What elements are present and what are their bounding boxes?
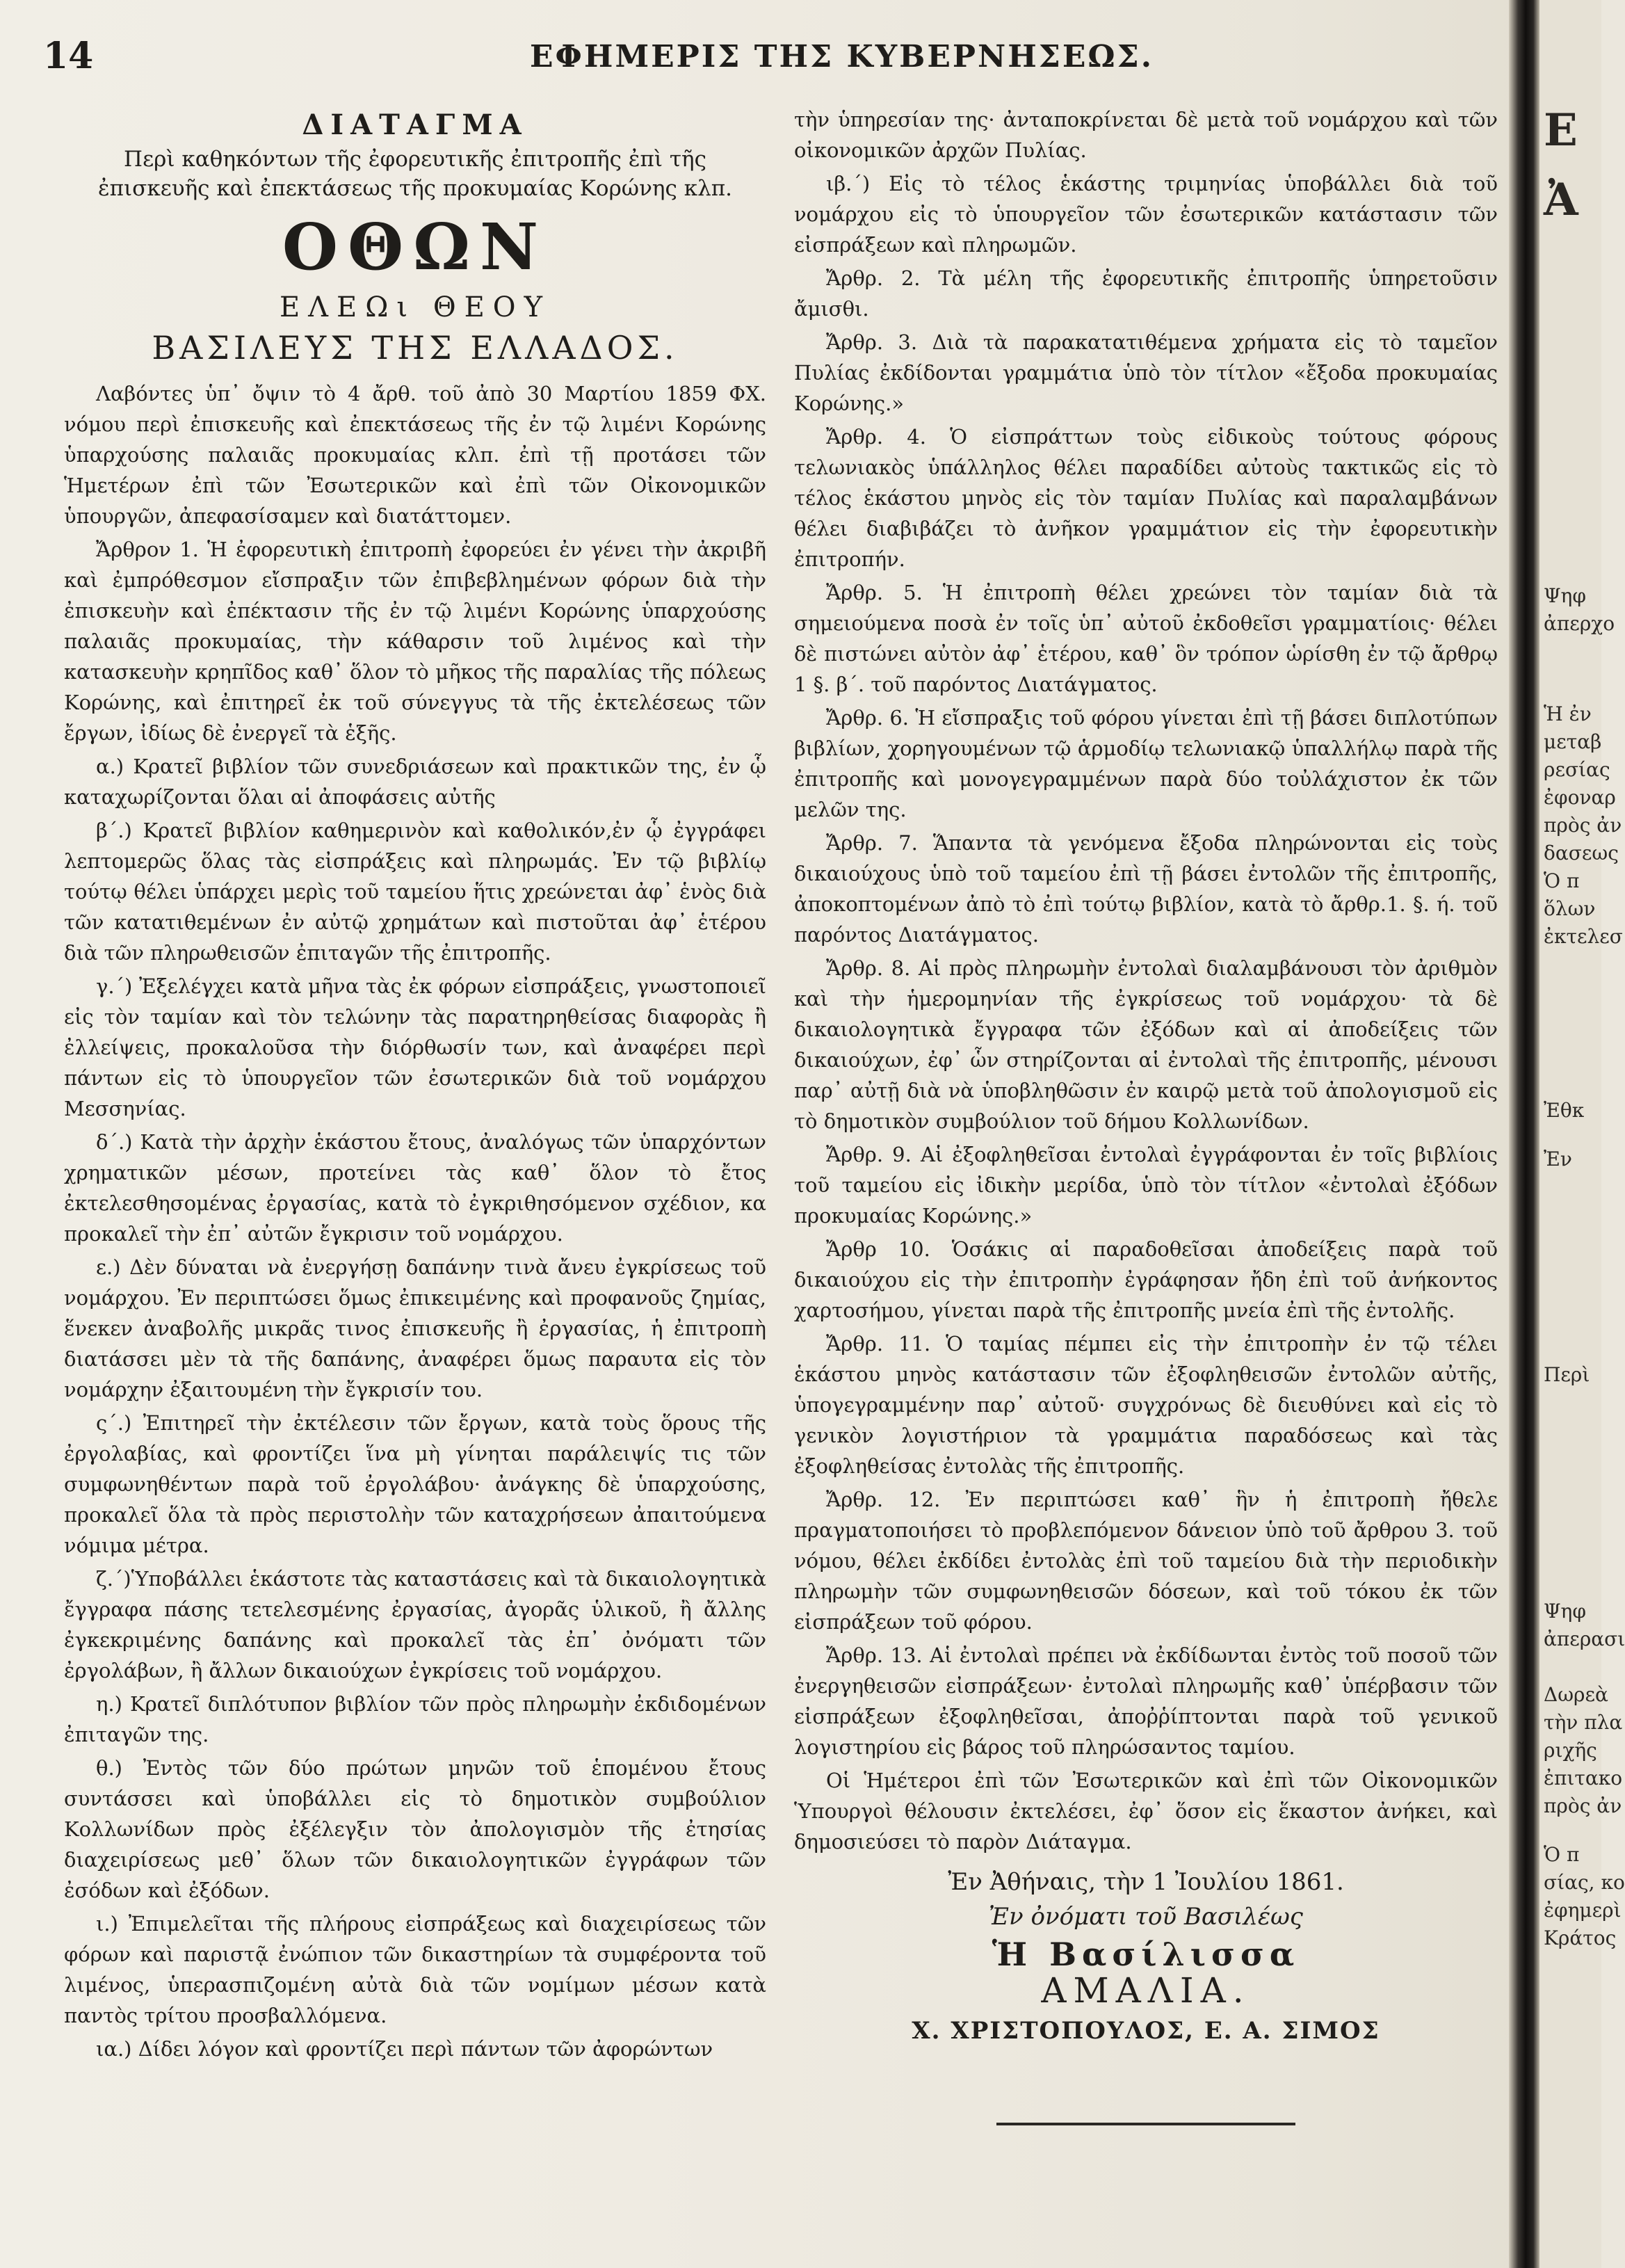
clause-item: ια.) Δίδει λόγον καὶ φροντίζει περὶ πάντων τῶν ἀφορώντων xyxy=(96,2037,713,2061)
next-page-fragment: Ἡ ἐν xyxy=(1544,702,1592,725)
execution-clause: Οἱ Ἡμέτεροι ἐπὶ τῶν Ἐσωτερικῶν καὶ ἐπὶ τῶν Οἰκονομικῶν Ὑπουργοὶ θέλουσιν ἐκτελέσει, ἐφ᾿ ὅσον εἰς ἕκαστον ἀνήκει, καὶ δημοσιεύσει τὸ παρὸν Διάταγμα. xyxy=(794,1769,1498,1853)
next-page-fragment: Κράτος xyxy=(1544,1927,1617,1949)
article-6: Ἄρθρ. 6. Ἡ εἴσπραξις τοῦ φόρου γίνεται ἐπὶ τῇ βάσει διπλοτύπων βιβλίων, χορηγουμένων τῷ ἁρμοδίῳ τελωνιακῷ ὑπαλλήλῳ παρὰ τῆς ἐπιτροπῆς καὶ μονογεγραμμένων παρὰ δύο τοὐλάχιστον ἐκ τῶν μελῶν της. xyxy=(794,706,1498,821)
next-page-fragment: ρεσίας xyxy=(1544,758,1610,781)
clause-item: θ.) Ἐντὸς τῶν δύο πρώτων μηνῶν τοῦ ἑπομένου ἔτους συντάσσει καὶ ὑποβάλλει εἰς τὸ δημοτικὸν συμβούλιον Κολλωνίδων πρὸς ἐξέλεγξιν τὸν ἀπολογισμὸν τῆς ἐτησίας διαχειρίσεως μεθ᾿ ὅλων τῶν δικαιολογητικῶν ἐγγράφων τῶν ἐσόδων καὶ ἐξόδων. xyxy=(64,1756,766,1902)
next-page-fragment: πρὸς ἀν xyxy=(1544,814,1622,837)
ministers-signatures: Χ. ΧΡΙΣΤΟΠΟΥΛΟΣ, Ε. Α. ΣΙΜΟΣ xyxy=(912,2017,1380,2045)
next-page-fragment: σίας, κο xyxy=(1544,1871,1625,1894)
next-page-fragment: ριχῆς xyxy=(1544,1739,1597,1762)
next-page-fragment: Ὁ π xyxy=(1544,869,1580,892)
decree-title: ΔΙΑΤΑΓΜΑ xyxy=(302,108,528,141)
end-rule xyxy=(996,2123,1295,2125)
next-page-fragment: Ἐθκ xyxy=(1544,1099,1585,1122)
decree-subtitle: Περὶ καθηκόντων τῆς ἐφορευτικῆς ἐπιτροπῆς ἐπὶ τῆς ἐπισκευῆς καὶ ἐπεκτάσεως τῆς προκυμαίας Κορώνης κλπ. xyxy=(98,147,732,201)
article-3: Ἄρθρ. 3. Διὰ τὰ παρακατατιθέμενα χρήματα εἰς τὸ ταμεῖον Πυλίας ἐκδίδονται γραμμάτια ὑπὸ τὸν τίτλον «ἔξοδα προκυμαίας Κορώνης.» xyxy=(794,330,1498,415)
queen-title: Ἡ Βασίλισσα xyxy=(992,1936,1300,1973)
preamble: Λαβόντες ὑπ᾿ ὄψιν τὸ 4 ἄρθ. τοῦ ἀπὸ 30 Μαρτίου 1859 ΦΧ. νόμου περὶ ἐπισκευῆς καὶ ἐπεκτάσεως τῆς ἐν τῷ λιμένι Κορώνης ὑπαρχούσης παλαιᾶς προκυμαίας κλπ. ἐπὶ τῇ προτάσει τῶν Ἡμετέρων ἐπὶ τῶν Ἐσωτερικῶν καὶ ἐπὶ τῶν Οἰκονομικῶν ὑπουργῶν, ἀπεφασίσαμεν καὶ διατάττομεν. xyxy=(64,382,766,528)
next-page-fragment: τὴν πλα xyxy=(1544,1711,1623,1734)
article-7: Ἄρθρ. 7. Ἅπαντα τὰ γενόμενα ἔξοδα πληρώνονται εἰς τοὺς δικαιούχους ὑπὸ τοῦ ταμείου ἐπὶ τῇ βάσει ἐντολῶν τῆς ἐπιτροπῆς, ἀποκοπτομένων ἀπὸ τὸ ἐπὶ τούτῳ βιβλίον, κατὰ τὸ ἄρθρ.1. §. ή. τοῦ παρόντος Διατάγματος. xyxy=(794,831,1498,947)
by-grace-of-god: ΕΛΕΩι ΘΕΟΥ xyxy=(279,291,551,323)
article-9: Ἄρθρ. 9. Αἱ ἐξοφληθεῖσαι ἐντολαὶ ἐγγράφονται ἐν τοῖς βιβλίοις τοῦ ταμείου εἰς ἰδικὴν μερίδα, ὑπὸ τὸν τίτλον «ἐντολαὶ ἐξόδων προκυμαίας Κορώνης.» xyxy=(794,1143,1498,1228)
article-10: Ἄρθρ 10. Ὁσάκις αἱ παραδοθεῖσαι ἀποδείξεις παρὰ τοῦ δικαιούχου εἰς τὴν ἐπιτροπὴν ἐγράφησαν ἤδη ἐπὶ τοῦ ἀνήκοντος χαρτοσήμου, γίνεται παρὰ τῆς ἐπιτροπῆς μνεία ἐπὶ τῆς ἐντολῆς. xyxy=(794,1237,1498,1322)
next-page-fragment: Περὶ xyxy=(1544,1363,1590,1386)
clause-item: β΄.) Κρατεῖ βιβλίον καθημερινὸν καὶ καθολικόν,ἐν ᾧ ἐγγράφει λεπτομερῶς ὅλας τὰς εἰσπράξεις καὶ πληρωμάς. Ἐν τῷ βιβλίῳ τούτῳ θέλει ὑπάρχει μερὶς τοῦ ταμείου ἥτις χρεώνεται ἀφ᾿ ἑνὸς διὰ τῶν κατατιθεμένων ἐν αὐτῷ χρημάτων καὶ πιστοῦται ἀφ᾿ ἑτέρου διὰ τῶν πληρωθεισῶν ἐπιταγῶν τῆς ἐπιτροπῆς. xyxy=(64,819,766,965)
next-page-fragment: Ψηφ xyxy=(1544,584,1586,607)
next-page-fragment: ἐφημερὶ xyxy=(1544,1899,1622,1922)
next-page-fragment: Ἐν xyxy=(1544,1148,1572,1171)
left-column xyxy=(64,104,766,2067)
queen-name: ΑΜΑΛΙΑ. xyxy=(1041,1970,1251,2011)
article-11: Ἄρθρ. 11. Ὁ ταμίας πέμπει εἰς τὴν ἐπιτροπὴν ἐν τῷ τέλει ἑκάστου μηνὸς κατάστασιν τῶν ἐξοφληθεισῶν ἐντολῶν αὐτῆς, ὑπογεγραμμένην παρ᾿ αὐτοῦ· συγχρόνως δὲ διευθύνει καὶ εἰς τὸ γενικὸν λογιστήριον τὰ γραμμάτια παραδόσεως καὶ τὰς ἐξοφληθείσας ἐντολὰς τῆς ἐπιτροπῆς. xyxy=(794,1332,1498,1478)
next-page-fragment: ἀπερχο xyxy=(1544,612,1615,635)
clause-item: δ΄.) Κατὰ τὴν ἀρχὴν ἑκάστου ἔτους, ἀναλόγως τῶν ὑπαρχόντων χρηματικῶν μέσων, προτείνει τὰς καθ᾿ ὅλον τὸ ἔτος ἐκτελεσθησομένας ἐργασίας, κατὰ τὸ ἐγκριθησόμενον σχέδιον, κα προκαλεῖ τὴν ἐπ᾿ αὐτῶν ἔγκρισιν τοῦ νομάρχου. xyxy=(64,1130,766,1246)
next-page-fragment: δασεως xyxy=(1544,842,1619,864)
article-12: Ἄρθρ. 12. Ἐν περιπτώσει καθ᾿ ἣν ἡ ἐπιτροπὴ ἤθελε πραγματοποιήσει τὸ προβλεπόμενον δάνειον ὑπὸ τοῦ ἄρθρου 3. τοῦ νόμου, θέλει ἐκδίδει ἐντολὰς ἐπὶ τοῦ ταμείου διὰ τὴν περιοδικὴν πληρωμὴν τῶν συμφωνηθεισῶν δόσεων, καὶ τοῦ τόκου ἐκ τῶν εἰσπράξεων τοῦ φόρου. xyxy=(794,1488,1498,1634)
next-page-fragment: πρὸς ἀν xyxy=(1544,1794,1622,1817)
article-8: Ἄρθρ. 8. Αἱ πρὸς πληρωμὴν ἐντολαὶ διαλαμβάνουσι τὸν ἀριθμὸν καὶ τὴν ἡμερομηνίαν τῆς ἐγκρίσεως τοῦ νομάρχου· τὰ δὲ δικαιολογητικὰ ἔγγραφα τῶν ἐξόδων καὶ αἱ ἀποδείξεις τῶν δικαιούχων, ἐφ᾿ ὧν στηρίζονται αἱ ἐντολαὶ τῆς ἐπιτροπῆς, μένουσι παρ᾿ αὐτῇ διὰ νὰ ὑποβληθῶσιν ἐν καιρῷ μετὰ τοῦ ἀπολογισμοῦ εἰς τὸ δημοτικὸν συμβούλιον τοῦ δήμου Κολλωνίδων. xyxy=(794,956,1498,1133)
clause-item: ι.) Ἐπιμελεῖται τῆς πλήρους εἰσπράξεως καὶ διαχειρίσεως τῶν φόρων καὶ παριστᾷ ἐνώπιον τῶν δικαστηρίων τὰ συμφέροντα τοῦ λιμένος, ὑπερασπιζομένη αὐτὰ διὰ τῶν νομίμων μέσων κατὰ παντὸς τρίτου προσβαλλόμενα. xyxy=(64,1912,766,2027)
next-page-fragment: Ψηφ xyxy=(1544,1600,1586,1623)
next-page-fragment: ἐκτελεσ xyxy=(1544,925,1623,948)
article-13: Ἄρθρ. 13. Αἱ ἐντολαὶ πρέπει νὰ ἐκδίδωνται ἐντὸς τοῦ ποσοῦ τῶν ἐνεργηθεισῶν εἰσπράξεων· ἐντολαὶ πληρωμῆς καθ᾿ ὑπέρβασιν τῶν εἰσπράξεων ἐξοφληθεῖσαι, ἀποῤῥίπτονται παρὰ τοῦ γενικοῦ λογιστηρίου εἰς βάρος τοῦ πληρώσαντος ταμίου. xyxy=(794,1643,1498,1759)
article-5: Ἄρθρ. 5. Ἡ ἐπιτροπὴ θέλει χρεώνει τὸν ταμίαν διὰ τὰ σημειούμενα ποσὰ ἐν τοῖς ὑπ᾿ αὐτοῦ ἐκδοθεῖσι γραμματίοις· θέλει δὲ πιστώνει αὐτὸν ἀφ᾿ ἑτέρου, καθ᾿ ὃν τρόπον ὡρίσθη ἐν τῷ ἄρθρῳ 1 §. β΄. τοῦ παρόντος Διατάγματος. xyxy=(794,581,1498,696)
next-page-fragment: ἐπιτακο xyxy=(1544,1767,1623,1790)
article-4: Ἄρθρ. 4. Ὁ εἰσπράττων τοὺς εἰδικοὺς τούτους φόρους τελωνιακὸς ὑπάλληλος θέλει παραδίδει αὐτοὺς τακτικῶς εἰς τὸ τέλος ἑκάστου μηνὸς εἰς τὸν ταμίαν Πυλίας καὶ παραλαμβάνων θέλει διαβιβάζει τὸ ἀνῆκον γραμμάτιον εἰς τὴν ἐφορευτικὴν ἐπιτροπήν. xyxy=(794,425,1498,571)
in-name-of-king: Ἐν ὀνόματι τοῦ Βασιλέως xyxy=(989,1903,1303,1931)
book-gutter xyxy=(1509,0,1539,2268)
clause-item: α.) Κρατεῖ βιβλίον τῶν συνεδριάσεων καὶ πρακτικῶν της, ἐν ᾧ καταχωρίζονται ὅλαι αἱ ἀποφάσεις αὐτῆς xyxy=(64,755,766,809)
next-page-fragment: μεταβ xyxy=(1544,730,1602,753)
page-header xyxy=(43,31,1503,86)
next-page-edge xyxy=(1539,0,1625,2268)
clause-item: γ.΄) Ἐξελέγχει κατὰ μῆνα τὰς ἐκ φόρων εἰσπράξεις, γνωστοποιεῖ εἰς τὸν ταμίαν καὶ τὸν τελώνην τὰς παρατηρηθείσας διαφορὰς ἢ ἐλλείψεις, προκαλοῦσα τὴν διόρθωσίν των, καὶ ἀναφέρει περὶ πάντων εἰς τὸ ὑπουργεῖον τῶν ἐσωτερικῶν διὰ τοῦ νομάρχου Μεσσηνίας. xyxy=(64,974,766,1120)
royal-title: ΒΑΣΙΛΕΥΣ ΤΗΣ ΕΛΛΑΔΟΣ. xyxy=(152,329,679,367)
next-page-fragment: Ὁ π xyxy=(1544,1843,1580,1866)
clause-item: η.) Κρατεῖ διπλότυπον βιβλίον τῶν πρὸς πληρωμὴν ἐκδιδομένων ἐπιταγῶν της. xyxy=(64,1692,766,1746)
running-title: ΕΦΗΜΕΡΙΣ ΤΗΣ ΚΥΒΕΡΝΗΣΕΩΣ. xyxy=(530,39,1154,74)
article-1: Ἄρθρον 1. Ἡ ἐφορευτικὴ ἐπιτροπὴ ἐφορεύει ἐν γένει τὴν ἀκριβῆ καὶ ἐμπρόθεσμον εἴσπραξιν τῶν ἐπιβεβλημένων φόρων διὰ τὴν ἐπισκευὴν καὶ ἐπέκτασιν τῆς ἐν τῷ λιμένι Κορώνης ὑπαρχούσης παλαιᾶς προκυμαίας, τὴν κάθαρσιν τοῦ λιμένος καὶ τὴν κατασκευὴν κρηπῖδος καθ᾿ ὅλον τὸ μῆκος τῆς παραλίας τῆς πόλεως Κορώνης, καὶ ἐπιτηρεῖ ἐκ τοῦ σύνεγγυς τὰ τῆς ἐκτελέσεως τῶν ἔργων, ἰδίως δὲ ἐνεργεῖ τὰ ἑξῆς. xyxy=(64,538,766,745)
clause-item: ε.) Δὲν δύναται νὰ ἐνεργήσῃ δαπάνην τινὰ ἄνευ ἐγκρίσεως τοῦ νομάρχου. Ἐν περιπτώσει ὅμως ἐπικειμένης καὶ προφανοῦς ζημίας, ἕνεκεν ἀναβολῆς μικρᾶς τινος ἐπισκευῆς ἢ ἐργασίας, ἡ ἐπιτροπὴ διατάσσει μὲν τὰ τῆς δαπάνης, ἀναφέρει ὅμως παραυτα εἰς τὸν νομάρχην ἐξαιτουμένη τὴν ἔγκρισίν του. xyxy=(64,1255,766,1401)
signature-date: Ἐν Ἀθήναις, τὴν 1 Ἰουλίου 1861. xyxy=(948,1868,1344,1896)
next-page-fragment: Ἀ xyxy=(1544,174,1578,226)
article-2: Ἄρθρ. 2. Τὰ μέλη τῆς ἐφορευτικῆς ἐπιτροπῆς ὑπηρετοῦσιν ἄμισθι. xyxy=(794,266,1498,321)
clause-item: ζ.΄)Ὑποβάλλει ἑκάστοτε τὰς καταστάσεις καὶ τὰ δικαιολογητικὰ ἔγγραφα πάσης τετελεσμένης ἐργασίας, ἀγορᾶς ὑλικοῦ, ἢ ἄλλης ἐγκεκριμένης δαπάνης καὶ προκαλεῖ τὰς ἐπ᾿ ὀνόματι τῶν ἐργολάβων, ἢ ἄλλων δικαιούχων ἐγκρίσεις τοῦ νομάρχου. xyxy=(64,1567,766,1682)
clause-item: ιβ.΄) Εἰς τὸ τέλος ἑκάστης τριμηνίας ὑποβάλλει διὰ τοῦ νομάρχου εἰς τὸ ὑπουργεῖον τῶν ἐσωτερικῶν κατάστασιν τῶν εἰσπράξεων καὶ πληρωμῶν. xyxy=(794,172,1498,257)
right-column xyxy=(794,104,1498,2125)
king-name: ΟΘΩΝ xyxy=(282,209,549,284)
continuation-paragraph: τὴν ὑπηρεσίαν της· ἀνταποκρίνεται δὲ μετὰ τοῦ νομάρχου καὶ τῶν οἰκονομικῶν ἀρχῶν Πυλίας. xyxy=(794,108,1498,162)
clause-item: ς΄.) Ἐπιτηρεῖ τὴν ἐκτέλεσιν τῶν ἔργων, κατὰ τοὺς ὅρους τῆς ἐργολαβίας, καὶ φροντίζει ἵνα μὴ γίνηται παράλειψίς τις τῶν συμφωνηθέντων παρὰ τοῦ ἐργολάβου· ἀνάγκης δὲ ὑπαρχούσης, προκαλεῖ ὅλα τὰ πρὸς περιστολὴν τῶν καταχρήσεων ἀπαιτούμενα νόμιμα μέτρα. xyxy=(64,1411,766,1557)
next-page-fragment: ὅλων xyxy=(1544,897,1596,920)
next-page-fragment: Δωρεὰ xyxy=(1544,1683,1608,1706)
next-page-fragment: ἐφοναρ xyxy=(1544,786,1616,809)
next-page-fragment: Ε xyxy=(1544,104,1578,156)
page-number: 14 xyxy=(43,35,94,77)
next-page-fragment: ἀπερασι xyxy=(1544,1627,1625,1650)
